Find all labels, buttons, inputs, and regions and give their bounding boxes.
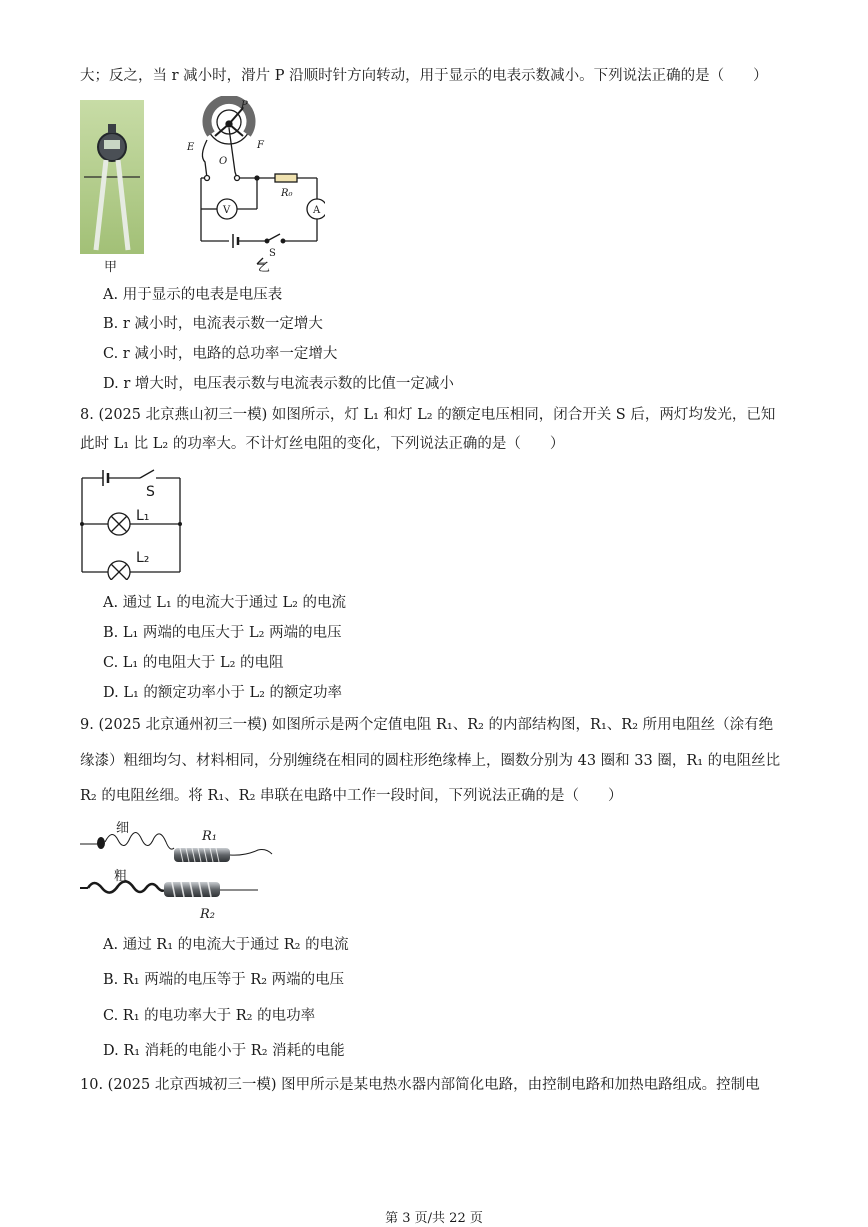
label-O: O (219, 156, 228, 167)
q9-stem-line3: R₂ 的电阻丝细。将 R₁、R₂ 串联在电路中工作一段时间，下列说法正确的是（ ） (80, 788, 623, 804)
q8-option-c: C. L₁ 的电阻大于 L₂ 的电阻 (103, 655, 284, 671)
q8-stem-line1: 8. (2025 北京燕山初三一模) 如图所示，灯 L₁ 和灯 L₂ 的额定电压相同，闭合开关 S 后，两灯均发光，已知 (80, 407, 776, 423)
resistor-structure-figure (80, 818, 280, 924)
label-E: E (187, 142, 195, 153)
q9-option-a: A. 通过 R₁ 的电流大于通过 R₂ 的电流 (103, 937, 349, 953)
circuit-diagram-q7 (185, 96, 325, 276)
q9-option-d: D. R₁ 消耗的电能小于 R₂ 消耗的电能 (103, 1043, 345, 1059)
label-R0: R₀ (281, 188, 293, 199)
thin-label: 细 (116, 821, 130, 836)
label-P: P (241, 100, 248, 111)
q9-option-b: B. R₁ 两端的电压等于 R₂ 两端的电压 (103, 972, 345, 988)
q7-option-d: D. r 增大时，电压表示数与电流表示数的比值一定减小 (103, 376, 454, 392)
fig-label-jia: 甲 (104, 260, 118, 275)
q7-option-a: A. 用于显示的电表是电压表 (103, 287, 283, 303)
lamp-L2-label: L₂ (136, 550, 150, 566)
q8-option-d: D. L₁ 的额定功率小于 L₂ 的额定功率 (103, 685, 343, 701)
thick-label: 粗 (114, 869, 128, 884)
fig-label-yi: 乙 (258, 260, 271, 274)
page-footer: 第 3 页/共 22 页 (385, 1211, 483, 1226)
q8-option-a: A. 通过 L₁ 的电流大于通过 L₂ 的电流 (103, 595, 347, 611)
switch-S-label: S (146, 484, 155, 500)
lamp-L1-label: L₁ (136, 508, 150, 524)
q10-stem-line1: 10. (2025 北京西城初三一模) 图甲所示是某电热水器内部简化电路，由控制电路和加热电路组成。控制电 (80, 1077, 760, 1093)
circuit-diagram-q8 (80, 466, 184, 580)
q8-stem-line2: 此时 L₁ 比 L₂ 的功率大。不计灯丝电阻的变化，下列说法正确的是（ ） (80, 436, 565, 452)
q8-option-b: B. L₁ 两端的电压大于 L₂ 两端的电压 (103, 625, 342, 641)
q7-option-b: B. r 减小时，电流表示数一定增大 (103, 316, 323, 332)
voltmeter-label: V (223, 205, 231, 216)
caliper-photo (80, 100, 144, 254)
q9-stem-line1: 9. (2025 北京通州初三一模) 如图所示是两个定值电阻 R₁、R₂ 的内部结构图，R₁、R₂ 所用电阻丝（涂有绝 (80, 717, 774, 733)
q7-option-c: C. r 减小时，电路的总功率一定增大 (103, 346, 338, 362)
label-F: F (257, 140, 264, 151)
R1-label: R₁ (202, 829, 217, 844)
q7-intro-line: 大；反之，当 r 减小时，滑片 P 沿顺时针方向转动，用于显示的电表示数减小。下列说法正确的是（ ） (80, 68, 768, 84)
switch-label: S (269, 248, 276, 259)
R2-label: R₂ (200, 907, 215, 922)
q9-option-c: C. R₁ 的电功率大于 R₂ 的电功率 (103, 1008, 316, 1024)
q9-stem-line2: 缘漆）粗细均匀、材料相同，分别缠绕在相同的圆柱形绝缘棒上，圈数分别为 43 圈和 33 圈，R₁ 的电阻丝比 (80, 753, 781, 769)
ammeter-label: A (313, 205, 321, 216)
